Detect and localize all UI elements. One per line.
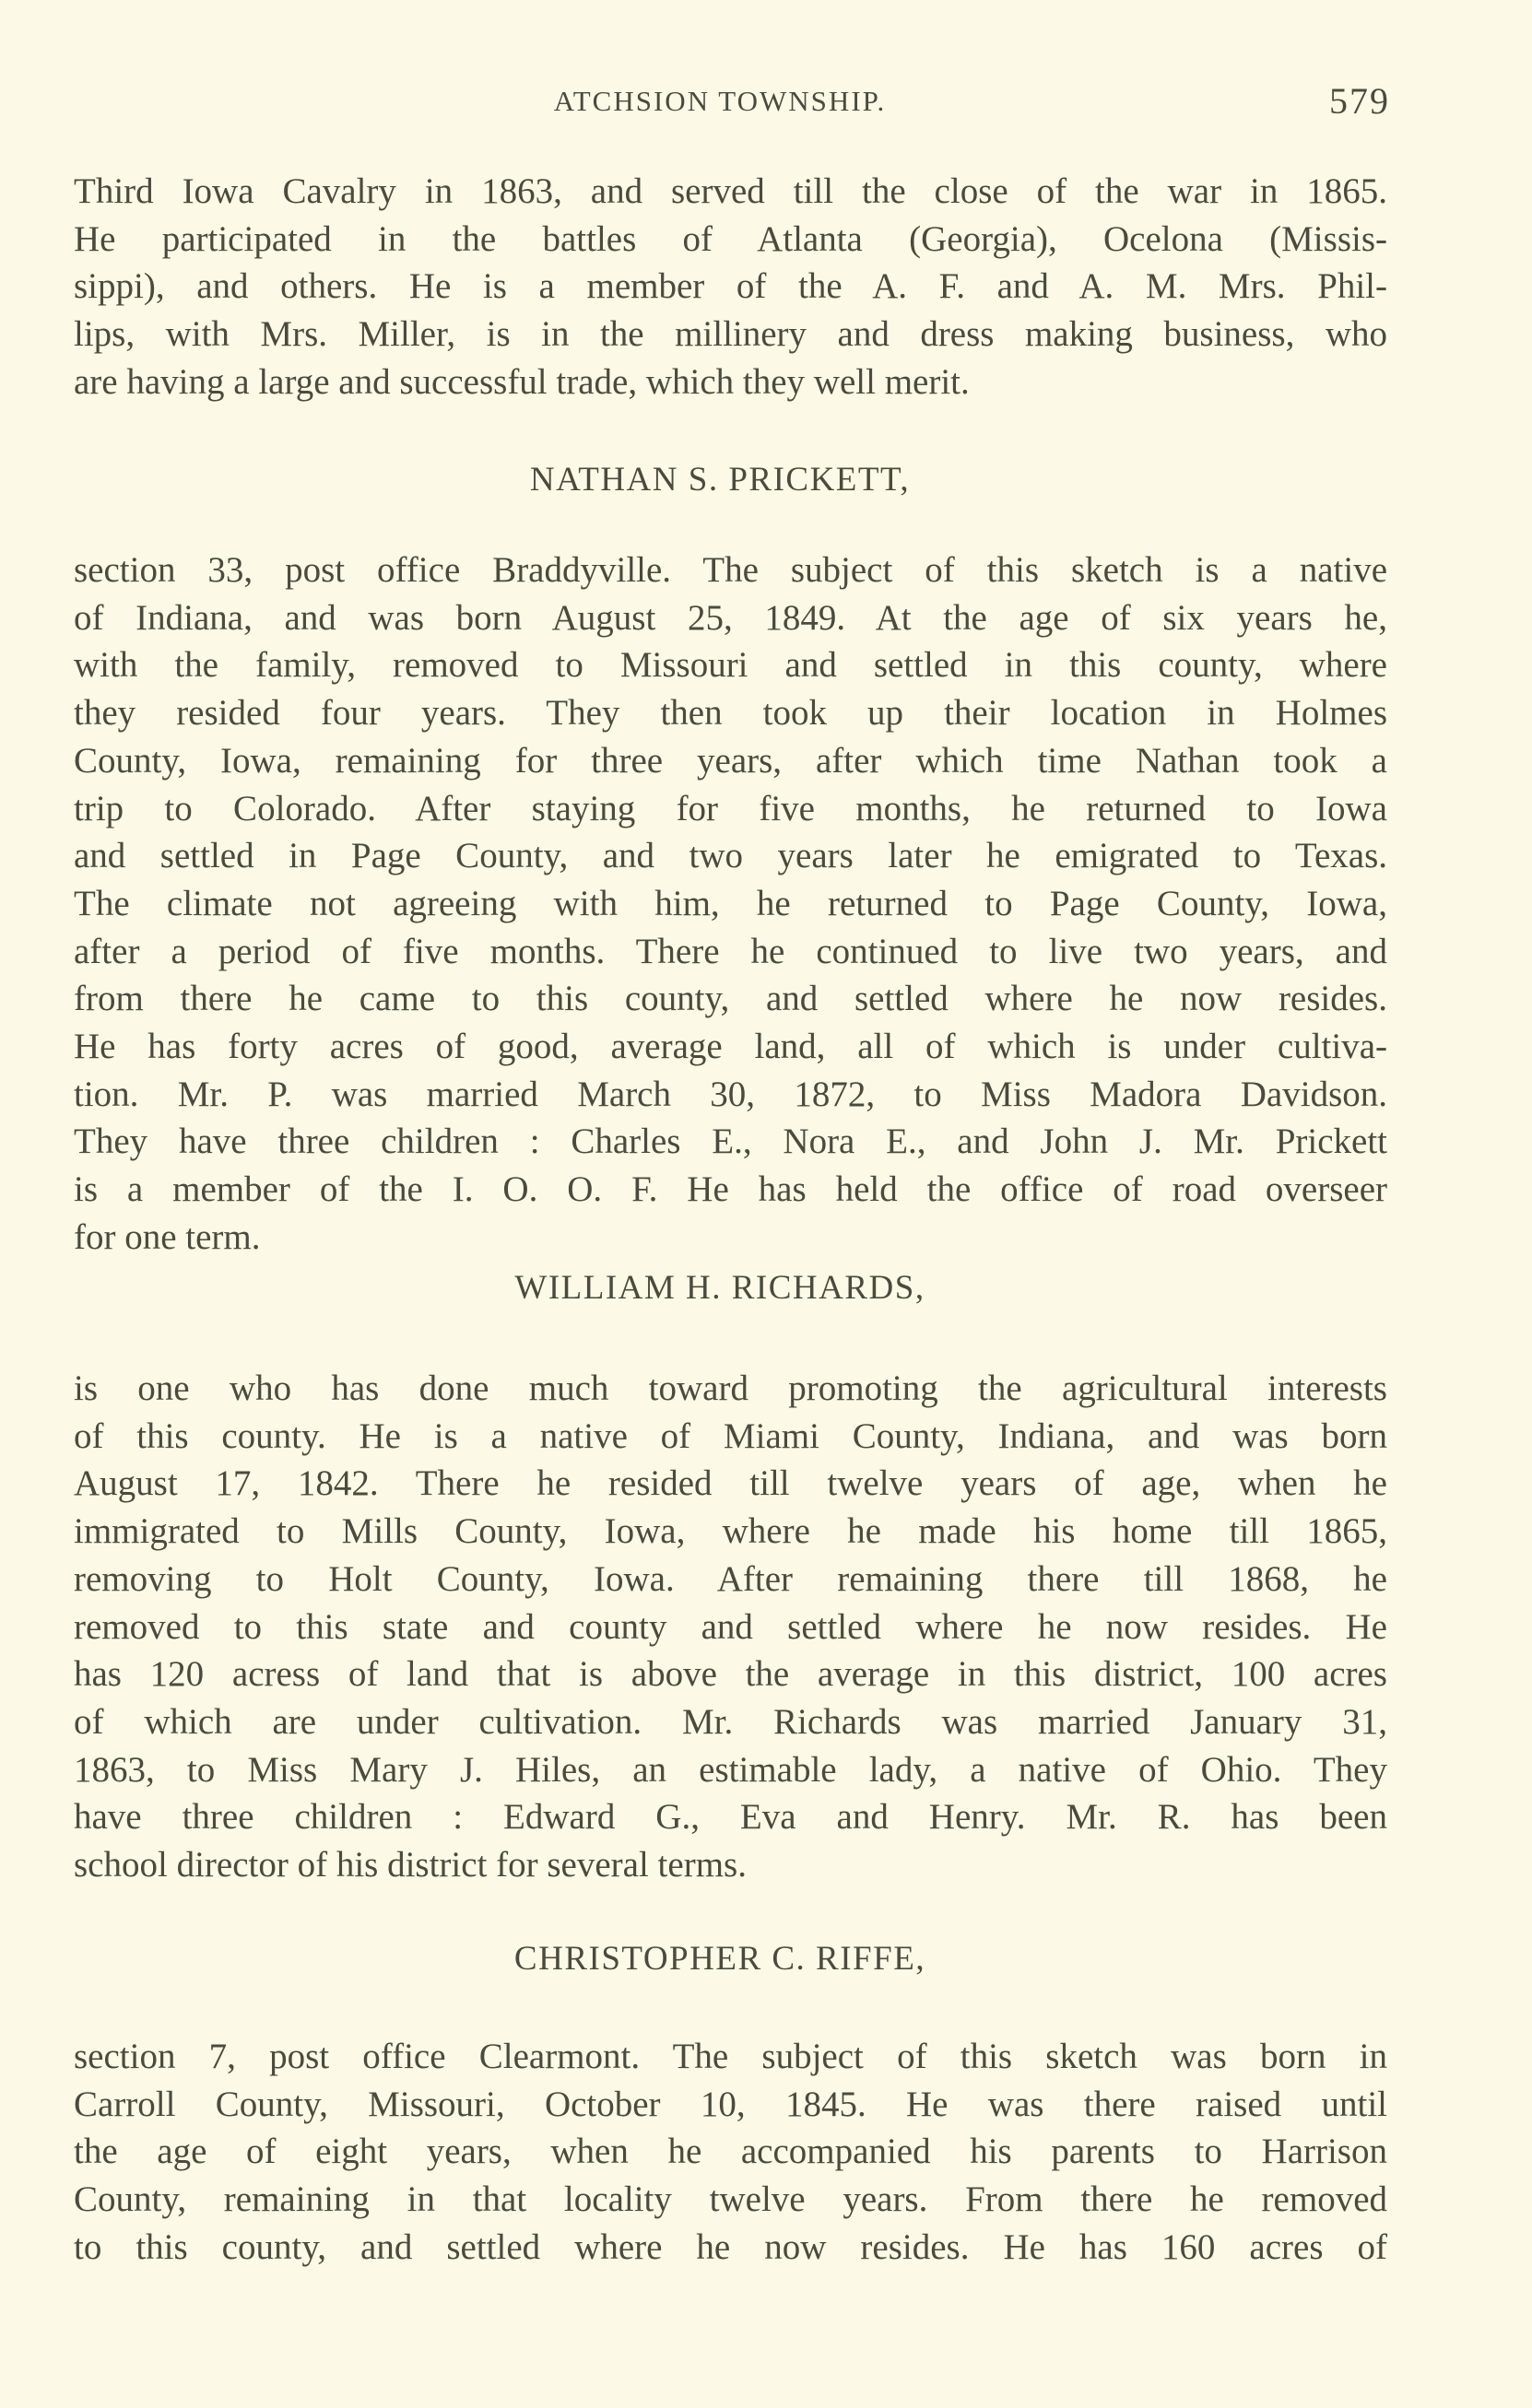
text-line: sippi), and others. He is a member of the A. F. and A. M. Mrs. Phil- (74, 266, 1387, 307)
text-line: Carroll County, Missouri, October 10, 1845. He was there raised until (74, 2084, 1387, 2124)
text-line: The climate not agreeing with him, he returned to Page County, Iowa, (74, 883, 1387, 923)
text-line: section 33, post office Braddyville. The subject of this sketch is a native (74, 550, 1387, 590)
section-heading: CHRISTOPHER C. RIFFE, (513, 1940, 926, 1978)
text-line: to this county, and settled where he now resides. He has 160 acres of (74, 2226, 1387, 2267)
text-line: County, Iowa, remaining for three years, after which time Nathan took a (74, 740, 1387, 781)
text-line: section 7, post office Clearmont. The subject of this sketch was born in (74, 2037, 1387, 2076)
text-line: has 120 acress of land that is above the average in this district, 100 acres (74, 1654, 1387, 1695)
page-number: 579 (1329, 80, 1390, 122)
text-line: of Indiana, and was born August 25, 1849. At the age of six years he, (74, 597, 1387, 638)
text-line: is one who has done much toward promoting the agricultural interests (74, 1368, 1387, 1408)
section-heading: WILLIAM H. RICHARDS, (514, 1269, 925, 1307)
text-line: are having a large and successful trade, which they well merit. (74, 361, 970, 402)
text-line: He participated in the battles of Atlanta (Georgia), Ocelona (Missis- (74, 218, 1387, 259)
text-line: after a period of five months. There he continued to live two years, and (74, 931, 1387, 971)
text-line: tion. Mr. P. was married March 30, 1872, to Miss Madora Davidson. (74, 1074, 1387, 1114)
text-line: have three children : Edward G., Eva and Henry. Mr. R. has been (74, 1797, 1387, 1838)
text-line: of which are under cultivation. Mr. Richards was married January 31, (74, 1701, 1387, 1742)
section-heading: NATHAN S. PRICKETT, (529, 461, 911, 499)
text-line: is a member of the I. O. O. F. He has held the office of road overseer (74, 1169, 1387, 1210)
text-line: He has forty acres of good, average land, all of which is under cultiva- (74, 1027, 1387, 1066)
text-line: trip to Colorado. After staying for five months, he returned to Iowa (74, 788, 1387, 828)
text-line: of this county. He is a native of Miami County, Indiana, and was born (74, 1415, 1387, 1456)
text-line: the age of eight years, when he accompanied his parents to Harrison (74, 2132, 1387, 2172)
text-line: with the family, removed to Missouri and settled in this county, where (74, 645, 1387, 686)
text-line: Third Iowa Cavalry in 1863, and served till the close of the war in 1865. (74, 171, 1387, 211)
text-line: 1863, to Miss Mary J. Hiles, an estimable lady, a native of Ohio. They (74, 1749, 1387, 1790)
text-line: August 17, 1842. There he resided till twelve years of age, when he (74, 1463, 1387, 1504)
text-line: They have three children : Charles E., Nora E., and John J. Mr. Prickett (74, 1122, 1387, 1162)
text-line: they resided four years. They then took up their location in Holmes (74, 693, 1387, 734)
text-line: and settled in Page County, and two years later he emigrated to Texas. (74, 836, 1387, 876)
text-line: from there he came to this county, and settled where he now resides. (74, 979, 1387, 1019)
text-line: immigrated to Mills County, Iowa, where he made his home till 1865, (74, 1511, 1387, 1552)
text-line: removing to Holt County, Iowa. After remaining there till 1868, he (74, 1558, 1387, 1599)
running-title: ATCHSION TOWNSHIP. (553, 85, 887, 117)
text-line: lips, with Mrs. Miller, is in the millinery and dress making business, who (74, 314, 1387, 355)
text-line: County, remaining in that locality twelve years. From there he removed (74, 2179, 1387, 2220)
text-line: removed to this state and county and settled where he now resides. He (74, 1606, 1387, 1647)
text-line: for one term. (74, 1216, 261, 1257)
text-line: school director of his district for several terms. (74, 1845, 747, 1885)
